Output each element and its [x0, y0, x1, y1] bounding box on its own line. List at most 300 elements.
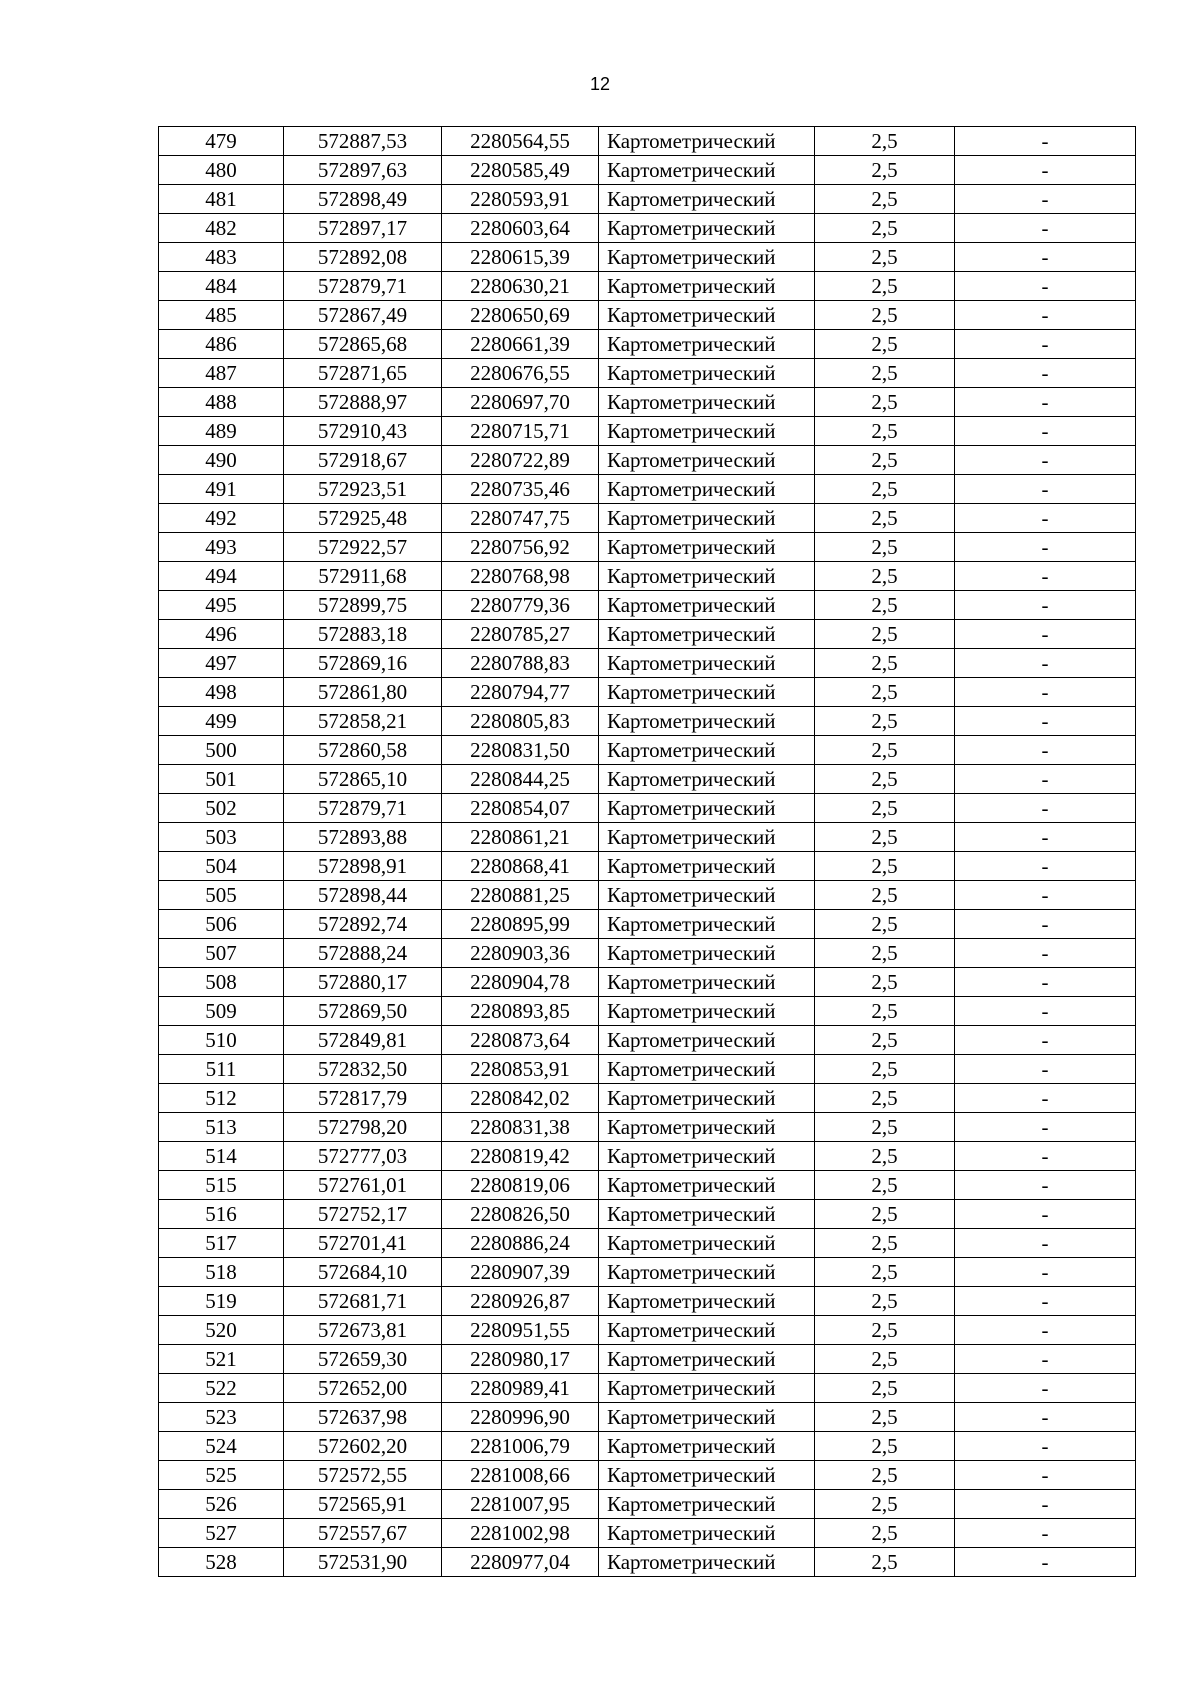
- table-row: [159, 823, 1136, 852]
- x-coordinate-cell: 572858,21: [284, 707, 442, 736]
- description-cell: -: [955, 1316, 1136, 1345]
- y-coordinate-cell: 2280996,90: [442, 1403, 599, 1432]
- point-number-cell: 510: [159, 1026, 284, 1055]
- table-row: [159, 446, 1136, 475]
- point-number-cell: 523: [159, 1403, 284, 1432]
- x-coordinate-cell: 572898,91: [284, 852, 442, 881]
- table-row: [159, 359, 1136, 388]
- description-cell: -: [955, 301, 1136, 330]
- accuracy-cell: 2,5: [815, 591, 955, 620]
- table-row: [159, 417, 1136, 446]
- table-row: [159, 736, 1136, 765]
- x-coordinate-cell: 572832,50: [284, 1055, 442, 1084]
- accuracy-cell: 2,5: [815, 1461, 955, 1490]
- method-cell: Картометрический: [599, 765, 815, 794]
- accuracy-cell: 2,5: [815, 1548, 955, 1577]
- x-coordinate-cell: 572922,57: [284, 533, 442, 562]
- method-cell: Картометрический: [599, 1113, 815, 1142]
- method-cell: Картометрический: [599, 591, 815, 620]
- accuracy-cell: 2,5: [815, 1316, 955, 1345]
- accuracy-cell: 2,5: [815, 1200, 955, 1229]
- accuracy-cell: 2,5: [815, 214, 955, 243]
- point-number-cell: 508: [159, 968, 284, 997]
- y-coordinate-cell: 2280907,39: [442, 1258, 599, 1287]
- description-cell: -: [955, 562, 1136, 591]
- method-cell: Картометрический: [599, 881, 815, 910]
- y-coordinate-cell: 2280715,71: [442, 417, 599, 446]
- x-coordinate-cell: 572887,53: [284, 127, 442, 156]
- point-number-cell: 515: [159, 1171, 284, 1200]
- y-coordinate-cell: 2280904,78: [442, 968, 599, 997]
- point-number-cell: 501: [159, 765, 284, 794]
- accuracy-cell: 2,5: [815, 1055, 955, 1084]
- y-coordinate-cell: 2280676,55: [442, 359, 599, 388]
- accuracy-cell: 2,5: [815, 1026, 955, 1055]
- method-cell: Картометрический: [599, 1316, 815, 1345]
- y-coordinate-cell: 2280842,02: [442, 1084, 599, 1113]
- accuracy-cell: 2,5: [815, 649, 955, 678]
- description-cell: -: [955, 1374, 1136, 1403]
- description-cell: -: [955, 620, 1136, 649]
- x-coordinate-cell: 572752,17: [284, 1200, 442, 1229]
- point-number-cell: 493: [159, 533, 284, 562]
- coordinates-table: [158, 126, 1136, 1577]
- description-cell: -: [955, 823, 1136, 852]
- table-row: [159, 678, 1136, 707]
- y-coordinate-cell: 2280861,21: [442, 823, 599, 852]
- description-cell: -: [955, 707, 1136, 736]
- accuracy-cell: 2,5: [815, 1345, 955, 1374]
- method-cell: Картометрический: [599, 1345, 815, 1374]
- accuracy-cell: 2,5: [815, 475, 955, 504]
- y-coordinate-cell: 2280977,04: [442, 1548, 599, 1577]
- method-cell: Картометрический: [599, 475, 815, 504]
- y-coordinate-cell: 2280853,91: [442, 1055, 599, 1084]
- accuracy-cell: 2,5: [815, 1113, 955, 1142]
- y-coordinate-cell: 2280794,77: [442, 678, 599, 707]
- accuracy-cell: 2,5: [815, 968, 955, 997]
- method-cell: Картометрический: [599, 1229, 815, 1258]
- table-row: [159, 968, 1136, 997]
- y-coordinate-cell: 2280951,55: [442, 1316, 599, 1345]
- method-cell: Картометрический: [599, 794, 815, 823]
- description-cell: -: [955, 127, 1136, 156]
- table-row: [159, 156, 1136, 185]
- method-cell: Картометрический: [599, 620, 815, 649]
- y-coordinate-cell: 2281007,95: [442, 1490, 599, 1519]
- description-cell: -: [955, 1200, 1136, 1229]
- y-coordinate-cell: 2280788,83: [442, 649, 599, 678]
- x-coordinate-cell: 572602,20: [284, 1432, 442, 1461]
- method-cell: Картометрический: [599, 823, 815, 852]
- point-number-cell: 505: [159, 881, 284, 910]
- accuracy-cell: 2,5: [815, 127, 955, 156]
- accuracy-cell: 2,5: [815, 1403, 955, 1432]
- point-number-cell: 494: [159, 562, 284, 591]
- x-coordinate-cell: 572897,63: [284, 156, 442, 185]
- y-coordinate-cell: 2280903,36: [442, 939, 599, 968]
- description-cell: -: [955, 1113, 1136, 1142]
- page-number: 12: [589, 74, 611, 94]
- method-cell: Картометрический: [599, 1258, 815, 1287]
- point-number-cell: 490: [159, 446, 284, 475]
- description-cell: -: [955, 1461, 1136, 1490]
- y-coordinate-cell: 2280886,24: [442, 1229, 599, 1258]
- description-cell: -: [955, 243, 1136, 272]
- point-number-cell: 524: [159, 1432, 284, 1461]
- method-cell: Картометрический: [599, 446, 815, 475]
- description-cell: -: [955, 475, 1136, 504]
- point-number-cell: 500: [159, 736, 284, 765]
- accuracy-cell: 2,5: [815, 1142, 955, 1171]
- point-number-cell: 479: [159, 127, 284, 156]
- description-cell: -: [955, 1548, 1136, 1577]
- method-cell: Картометрический: [599, 707, 815, 736]
- accuracy-cell: 2,5: [815, 910, 955, 939]
- method-cell: Картометрический: [599, 1403, 815, 1432]
- accuracy-cell: 2,5: [815, 823, 955, 852]
- x-coordinate-cell: 572761,01: [284, 1171, 442, 1200]
- description-cell: -: [955, 446, 1136, 475]
- y-coordinate-cell: 2280831,50: [442, 736, 599, 765]
- point-number-cell: 513: [159, 1113, 284, 1142]
- y-coordinate-cell: 2280785,27: [442, 620, 599, 649]
- description-cell: -: [955, 185, 1136, 214]
- description-cell: -: [955, 1171, 1136, 1200]
- point-number-cell: 507: [159, 939, 284, 968]
- x-coordinate-cell: 572817,79: [284, 1084, 442, 1113]
- table-row: [159, 852, 1136, 881]
- y-coordinate-cell: 2280779,36: [442, 591, 599, 620]
- description-cell: -: [955, 1084, 1136, 1113]
- table-row: [159, 185, 1136, 214]
- x-coordinate-cell: 572684,10: [284, 1258, 442, 1287]
- table-row: [159, 1055, 1136, 1084]
- accuracy-cell: 2,5: [815, 417, 955, 446]
- table-row: [159, 591, 1136, 620]
- point-number-cell: 497: [159, 649, 284, 678]
- method-cell: Картометрический: [599, 1287, 815, 1316]
- description-cell: -: [955, 968, 1136, 997]
- x-coordinate-cell: 572798,20: [284, 1113, 442, 1142]
- table-row: [159, 910, 1136, 939]
- method-cell: Картометрический: [599, 1084, 815, 1113]
- point-number-cell: 495: [159, 591, 284, 620]
- method-cell: Картометрический: [599, 185, 815, 214]
- x-coordinate-cell: 572557,67: [284, 1519, 442, 1548]
- method-cell: Картометрический: [599, 330, 815, 359]
- description-cell: -: [955, 765, 1136, 794]
- description-cell: -: [955, 1142, 1136, 1171]
- point-number-cell: 502: [159, 794, 284, 823]
- description-cell: -: [955, 1403, 1136, 1432]
- x-coordinate-cell: 572893,88: [284, 823, 442, 852]
- method-cell: Картометрический: [599, 243, 815, 272]
- description-cell: -: [955, 997, 1136, 1026]
- point-number-cell: 522: [159, 1374, 284, 1403]
- accuracy-cell: 2,5: [815, 1374, 955, 1403]
- point-number-cell: 483: [159, 243, 284, 272]
- accuracy-cell: 2,5: [815, 1258, 955, 1287]
- accuracy-cell: 2,5: [815, 156, 955, 185]
- x-coordinate-cell: 572880,17: [284, 968, 442, 997]
- y-coordinate-cell: 2280926,87: [442, 1287, 599, 1316]
- table-row: [159, 1374, 1136, 1403]
- point-number-cell: 492: [159, 504, 284, 533]
- x-coordinate-cell: 572892,08: [284, 243, 442, 272]
- description-cell: -: [955, 852, 1136, 881]
- point-number-cell: 482: [159, 214, 284, 243]
- accuracy-cell: 2,5: [815, 504, 955, 533]
- x-coordinate-cell: 572892,74: [284, 910, 442, 939]
- accuracy-cell: 2,5: [815, 1519, 955, 1548]
- accuracy-cell: 2,5: [815, 939, 955, 968]
- table-row: [159, 388, 1136, 417]
- method-cell: Картометрический: [599, 156, 815, 185]
- method-cell: Картометрический: [599, 852, 815, 881]
- table-row: [159, 562, 1136, 591]
- y-coordinate-cell: 2280768,98: [442, 562, 599, 591]
- accuracy-cell: 2,5: [815, 997, 955, 1026]
- method-cell: Картометрический: [599, 388, 815, 417]
- description-cell: -: [955, 736, 1136, 765]
- x-coordinate-cell: 572888,97: [284, 388, 442, 417]
- point-number-cell: 525: [159, 1461, 284, 1490]
- method-cell: Картометрический: [599, 736, 815, 765]
- description-cell: -: [955, 881, 1136, 910]
- accuracy-cell: 2,5: [815, 1084, 955, 1113]
- y-coordinate-cell: 2280697,70: [442, 388, 599, 417]
- method-cell: Картометрический: [599, 533, 815, 562]
- description-cell: -: [955, 1432, 1136, 1461]
- x-coordinate-cell: 572869,50: [284, 997, 442, 1026]
- table-row: [159, 939, 1136, 968]
- y-coordinate-cell: 2280989,41: [442, 1374, 599, 1403]
- description-cell: -: [955, 649, 1136, 678]
- point-number-cell: 480: [159, 156, 284, 185]
- x-coordinate-cell: 572860,58: [284, 736, 442, 765]
- table-row: [159, 1316, 1136, 1345]
- description-cell: -: [955, 272, 1136, 301]
- point-number-cell: 487: [159, 359, 284, 388]
- method-cell: Картометрический: [599, 272, 815, 301]
- point-number-cell: 521: [159, 1345, 284, 1374]
- accuracy-cell: 2,5: [815, 330, 955, 359]
- method-cell: Картометрический: [599, 359, 815, 388]
- method-cell: Картометрический: [599, 562, 815, 591]
- x-coordinate-cell: 572871,65: [284, 359, 442, 388]
- x-coordinate-cell: 572673,81: [284, 1316, 442, 1345]
- y-coordinate-cell: 2280819,06: [442, 1171, 599, 1200]
- description-cell: -: [955, 1055, 1136, 1084]
- y-coordinate-cell: 2280756,92: [442, 533, 599, 562]
- table-row: [159, 1171, 1136, 1200]
- description-cell: -: [955, 591, 1136, 620]
- point-number-cell: 526: [159, 1490, 284, 1519]
- coordinates-table-body: [159, 127, 1136, 1577]
- point-number-cell: 528: [159, 1548, 284, 1577]
- method-cell: Картометрический: [599, 504, 815, 533]
- y-coordinate-cell: 2280615,39: [442, 243, 599, 272]
- description-cell: -: [955, 1490, 1136, 1519]
- point-number-cell: 498: [159, 678, 284, 707]
- point-number-cell: 518: [159, 1258, 284, 1287]
- x-coordinate-cell: 572865,10: [284, 765, 442, 794]
- table-row: [159, 1490, 1136, 1519]
- x-coordinate-cell: 572879,71: [284, 794, 442, 823]
- table-row: [159, 214, 1136, 243]
- point-number-cell: 509: [159, 997, 284, 1026]
- description-cell: -: [955, 678, 1136, 707]
- method-cell: Картометрический: [599, 1432, 815, 1461]
- method-cell: Картометрический: [599, 1490, 815, 1519]
- x-coordinate-cell: 572911,68: [284, 562, 442, 591]
- method-cell: Картометрический: [599, 997, 815, 1026]
- x-coordinate-cell: 572925,48: [284, 504, 442, 533]
- accuracy-cell: 2,5: [815, 185, 955, 214]
- point-number-cell: 527: [159, 1519, 284, 1548]
- accuracy-cell: 2,5: [815, 1287, 955, 1316]
- y-coordinate-cell: 2280630,21: [442, 272, 599, 301]
- method-cell: Картометрический: [599, 1519, 815, 1548]
- x-coordinate-cell: 572918,67: [284, 446, 442, 475]
- table-row: [159, 997, 1136, 1026]
- accuracy-cell: 2,5: [815, 533, 955, 562]
- y-coordinate-cell: 2281002,98: [442, 1519, 599, 1548]
- y-coordinate-cell: 2280650,69: [442, 301, 599, 330]
- method-cell: Картометрический: [599, 1142, 815, 1171]
- accuracy-cell: 2,5: [815, 243, 955, 272]
- method-cell: Картометрический: [599, 1026, 815, 1055]
- y-coordinate-cell: 2280873,64: [442, 1026, 599, 1055]
- table-row: [159, 1519, 1136, 1548]
- x-coordinate-cell: 572659,30: [284, 1345, 442, 1374]
- accuracy-cell: 2,5: [815, 1432, 955, 1461]
- description-cell: -: [955, 504, 1136, 533]
- x-coordinate-cell: 572565,91: [284, 1490, 442, 1519]
- y-coordinate-cell: 2280844,25: [442, 765, 599, 794]
- table-row: [159, 1229, 1136, 1258]
- description-cell: -: [955, 330, 1136, 359]
- table-row: [159, 707, 1136, 736]
- y-coordinate-cell: 2280831,38: [442, 1113, 599, 1142]
- description-cell: -: [955, 1519, 1136, 1548]
- x-coordinate-cell: 572865,68: [284, 330, 442, 359]
- y-coordinate-cell: 2280805,83: [442, 707, 599, 736]
- y-coordinate-cell: 2281008,66: [442, 1461, 599, 1490]
- table-row: [159, 330, 1136, 359]
- point-number-cell: 520: [159, 1316, 284, 1345]
- point-number-cell: 485: [159, 301, 284, 330]
- method-cell: Картометрический: [599, 910, 815, 939]
- x-coordinate-cell: 572652,00: [284, 1374, 442, 1403]
- point-number-cell: 511: [159, 1055, 284, 1084]
- y-coordinate-cell: 2280854,07: [442, 794, 599, 823]
- table-row: [159, 301, 1136, 330]
- method-cell: Картометрический: [599, 1171, 815, 1200]
- table-row: [159, 1084, 1136, 1113]
- point-number-cell: 512: [159, 1084, 284, 1113]
- description-cell: -: [955, 910, 1136, 939]
- accuracy-cell: 2,5: [815, 301, 955, 330]
- point-number-cell: 503: [159, 823, 284, 852]
- description-cell: -: [955, 794, 1136, 823]
- x-coordinate-cell: 572883,18: [284, 620, 442, 649]
- method-cell: Картометрический: [599, 301, 815, 330]
- accuracy-cell: 2,5: [815, 1490, 955, 1519]
- point-number-cell: 481: [159, 185, 284, 214]
- table-row: [159, 475, 1136, 504]
- y-coordinate-cell: 2280564,55: [442, 127, 599, 156]
- y-coordinate-cell: 2280895,99: [442, 910, 599, 939]
- x-coordinate-cell: 572888,24: [284, 939, 442, 968]
- x-coordinate-cell: 572701,41: [284, 1229, 442, 1258]
- x-coordinate-cell: 572898,49: [284, 185, 442, 214]
- method-cell: Картометрический: [599, 214, 815, 243]
- x-coordinate-cell: 572923,51: [284, 475, 442, 504]
- table-row: [159, 649, 1136, 678]
- point-number-cell: 488: [159, 388, 284, 417]
- method-cell: Картометрический: [599, 1374, 815, 1403]
- y-coordinate-cell: 2280722,89: [442, 446, 599, 475]
- table-row: [159, 1403, 1136, 1432]
- x-coordinate-cell: 572899,75: [284, 591, 442, 620]
- method-cell: Картометрический: [599, 1055, 815, 1084]
- x-coordinate-cell: 572849,81: [284, 1026, 442, 1055]
- point-number-cell: 517: [159, 1229, 284, 1258]
- point-number-cell: 516: [159, 1200, 284, 1229]
- table-row: [159, 1432, 1136, 1461]
- description-cell: -: [955, 359, 1136, 388]
- x-coordinate-cell: 572867,49: [284, 301, 442, 330]
- table-row: [159, 794, 1136, 823]
- y-coordinate-cell: 2280893,85: [442, 997, 599, 1026]
- table-row: [159, 243, 1136, 272]
- table-row: [159, 1258, 1136, 1287]
- table-row: [159, 504, 1136, 533]
- table-row: [159, 127, 1136, 156]
- table-row: [159, 1287, 1136, 1316]
- table-row: [159, 1142, 1136, 1171]
- table-row: [159, 620, 1136, 649]
- y-coordinate-cell: 2280819,42: [442, 1142, 599, 1171]
- description-cell: -: [955, 1345, 1136, 1374]
- accuracy-cell: 2,5: [815, 765, 955, 794]
- table-row: [159, 1200, 1136, 1229]
- description-cell: -: [955, 156, 1136, 185]
- method-cell: Картометрический: [599, 678, 815, 707]
- point-number-cell: 514: [159, 1142, 284, 1171]
- method-cell: Картометрический: [599, 1200, 815, 1229]
- point-number-cell: 519: [159, 1287, 284, 1316]
- table-row: [159, 765, 1136, 794]
- point-number-cell: 506: [159, 910, 284, 939]
- y-coordinate-cell: 2281006,79: [442, 1432, 599, 1461]
- table-row: [159, 1026, 1136, 1055]
- method-cell: Картометрический: [599, 1461, 815, 1490]
- table-row: [159, 1461, 1136, 1490]
- method-cell: Картометрический: [599, 127, 815, 156]
- table-row: [159, 1113, 1136, 1142]
- accuracy-cell: 2,5: [815, 1229, 955, 1258]
- x-coordinate-cell: 572681,71: [284, 1287, 442, 1316]
- method-cell: Картометрический: [599, 649, 815, 678]
- point-number-cell: 504: [159, 852, 284, 881]
- accuracy-cell: 2,5: [815, 794, 955, 823]
- x-coordinate-cell: 572910,43: [284, 417, 442, 446]
- table-row: [159, 272, 1136, 301]
- x-coordinate-cell: 572637,98: [284, 1403, 442, 1432]
